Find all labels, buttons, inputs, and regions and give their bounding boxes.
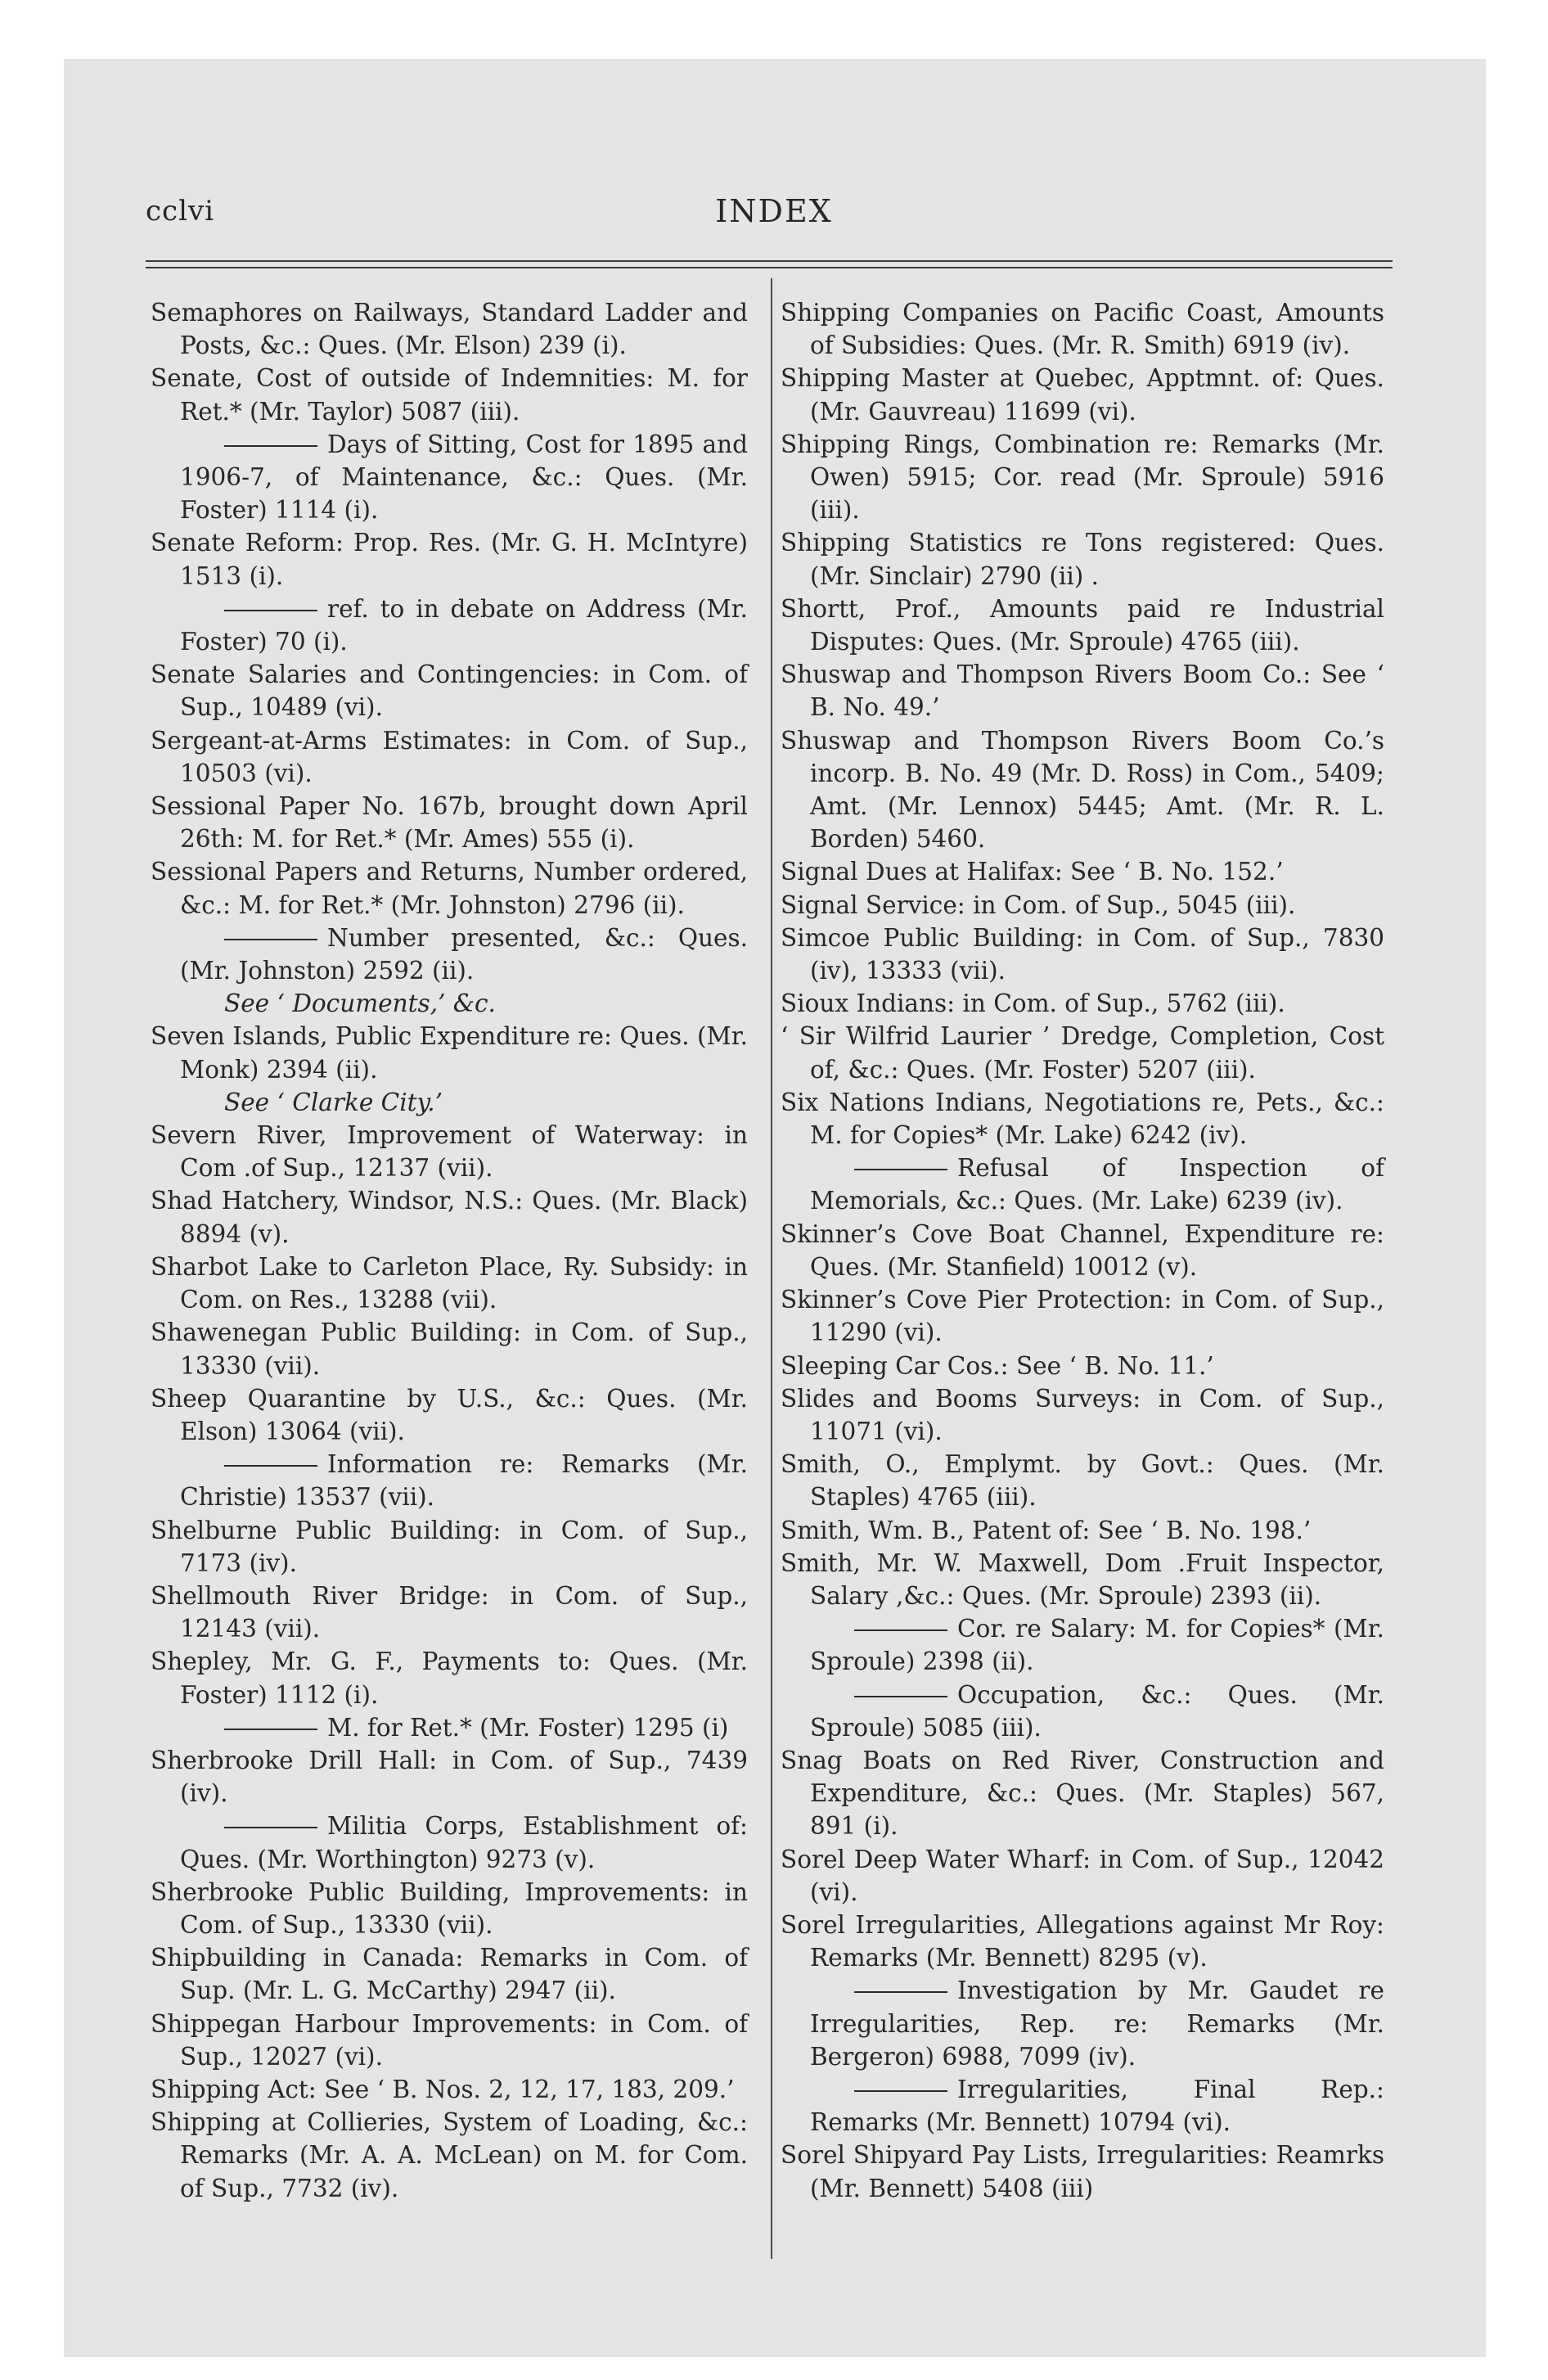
entry-text: Sleeping Car Cos.: See ‘ B. No. 11.’ (781, 1351, 1214, 1380)
column-divider (771, 278, 772, 2259)
entry-text: Shuswap and Thompson Rivers Boom Co.: See ‘ B. No. 49.’ (781, 660, 1384, 722)
index-entry (151, 296, 748, 362)
index-subentry (151, 593, 748, 658)
index-entry (781, 1448, 1384, 1513)
index-subentry (781, 1612, 1384, 1678)
entry-text: Skinner’s Cove Pier Protection: in Com. of Sup., 11290 (vi). (781, 1286, 1384, 1347)
index-entry (781, 362, 1384, 427)
index-entry (151, 658, 748, 723)
index-entry (151, 1382, 748, 1448)
index-subentry (151, 1448, 748, 1513)
entry-text: Occupation, &c.: Ques. (Mr. Sproule) 5085 (iii). (810, 1680, 1384, 1742)
index-entry (781, 1547, 1384, 1612)
entry-text: Information re: Remarks (Mr. Christie) 13537 (vii). (180, 1450, 748, 1512)
entry-text: Shellmouth River Bridge: in Com. of Sup., 12143 (vii). (151, 1581, 748, 1643)
entry-text: Sioux Indians: in Com. of Sup., 5762 (iii). (781, 989, 1285, 1018)
entry-text: Senate Reform: Prop. Res. (Mr. G. H. McIntyre) 1513 (i). (151, 529, 748, 590)
entry-text: Investigation by Mr. Gaudet re Irregularities, Rep. re: Remarks (Mr. Bergeron) 6988, 7099 (iv). (810, 1977, 1384, 2071)
index-entry (781, 1514, 1384, 1547)
entry-text: Sheep Quarantine by U.S., &c.: Ques. (Mr. Elson) 13064 (vii). (151, 1384, 748, 1445)
entry-text: Shipping Companies on Pacific Coast, Amounts of Subsidies: Ques. (Mr. R. Smith) 6919 (iv). (781, 299, 1384, 360)
index-subentry (781, 2073, 1384, 2139)
index-entry (781, 889, 1384, 922)
entry-text: Sorel Deep Water Wharf: in Com. of Sup., 12042 (vi). (781, 1845, 1384, 1906)
index-entry (781, 1909, 1384, 1974)
entry-text: Shipping Master at Quebec, Apptmnt. of: Ques. (Mr. Gauvreau) 11699 (vi). (781, 364, 1384, 426)
index-entry (781, 855, 1384, 888)
index-entry (781, 2139, 1384, 2204)
entry-text: Severn River, Improvement of Waterway: in Com .of Sup., 12137 (vii). (151, 1121, 748, 1183)
entry-text: Signal Service: in Com. of Sup., 5045 (iii). (781, 890, 1296, 919)
entry-text: Cor. re Salary: M. for Copies* (Mr. Sproule) 2398 (ii). (810, 1615, 1384, 1676)
entry-text: Simcoe Public Building: in Com. of Sup., 7830 (iv), 13333 (vii). (781, 923, 1384, 985)
index-entry (781, 1086, 1384, 1152)
entry-text: Shawenegan Public Building: in Com. of Sup., 13330 (vii). (151, 1318, 748, 1380)
entry-text: Shipping Act: See ‘ B. Nos. 2, 12, 17, 183, 209.’ (151, 2075, 735, 2103)
index-entry (151, 1744, 748, 1810)
index-subentry (781, 1974, 1384, 2073)
index-subentry (151, 428, 748, 527)
index-entry (781, 922, 1384, 987)
index-entry (151, 724, 748, 790)
index-entry (781, 296, 1384, 362)
entry-text: Semaphores on Railways, Standard Ladder and Posts, &c.: Ques. (Mr. Elson) 239 (i). (151, 299, 748, 360)
entry-text: Refusal of Inspection of Memorials, &c.: Ques. (Mr. Lake) 6239 (iv). (810, 1154, 1384, 1215)
index-entry (781, 526, 1384, 592)
ditto-dash (854, 1629, 947, 1631)
ditto-dash (224, 1729, 317, 1730)
index-entry (151, 362, 748, 427)
entry-text: Shortt, Prof., Amounts paid re Industrial Disputes: Ques. (Mr. Sproule) 4765 (iii). (781, 594, 1384, 656)
index-subentry (781, 1679, 1384, 1744)
index-entry (781, 658, 1384, 723)
index-see-reference (151, 987, 748, 1020)
header-rule-bottom (146, 267, 1393, 268)
index-entry (151, 1645, 748, 1711)
index-entry (151, 1876, 748, 1941)
entry-text: Militia Corps, Establishment of: Ques. (Mr. Worthington) 9273 (v). (180, 1812, 748, 1873)
index-entry (151, 1941, 748, 2007)
entry-text: Smith, Wm. B., Patent of: See ‘ B. No. 198.’ (781, 1516, 1312, 1544)
index-subentry (151, 1711, 748, 1744)
entry-text: Shipping at Collieries, System of Loading, &c.: Remarks (Mr. A. A. McLean) on M. for Com. of Sup., 7732 (iv). (151, 2108, 748, 2202)
entry-text: Skinner’s Cove Boat Channel, Expenditure re: Ques. (Mr. Stanfield) 10012 (v). (781, 1219, 1384, 1281)
index-entry (781, 593, 1384, 658)
index-entry (151, 1316, 748, 1382)
right-column (781, 296, 1384, 2205)
entry-text: Sergeant-at-Arms Estimates: in Com. of Sup., 10503 (vi). (151, 726, 748, 787)
entry-text: Shippegan Harbour Improvements: in Com. of Sup., 12027 (vi). (151, 2009, 748, 2071)
index-entry (781, 987, 1384, 1020)
index-entry (781, 1843, 1384, 1909)
entry-text: Signal Dues at Halifax: See ‘ B. No. 152.’ (781, 858, 1284, 886)
entry-text: Shipping Statistics re Tons registered: Ques. (Mr. Sinclair) 2790 (ii) . (781, 529, 1384, 590)
index-entry (781, 428, 1384, 527)
ditto-dash (224, 1827, 317, 1828)
page-title: INDEX (715, 193, 833, 229)
entry-text: Senate Salaries and Contingencies: in Com. of Sup., 10489 (vi). (151, 660, 748, 722)
ditto-dash (854, 1169, 947, 1170)
index-entry (781, 1382, 1384, 1448)
index-entry (151, 1119, 748, 1184)
page-number: cclvi (146, 195, 215, 228)
index-subentry (151, 1810, 748, 1875)
index-entry (151, 2008, 748, 2073)
index-entry (151, 1020, 748, 1085)
index-entry (151, 2106, 748, 2205)
ditto-dash (224, 939, 317, 940)
entry-text: Shelburne Public Building: in Com. of Sup., 7173 (iv). (151, 1516, 748, 1577)
entry-text: Smith, O., Emplymt. by Govt.: Ques. (Mr. Staples) 4765 (iii). (781, 1450, 1384, 1512)
entry-text: ref. to in debate on Address (Mr. Foster) 70 (i). (180, 594, 748, 656)
entry-text: Shepley, Mr. G. F., Payments to: Ques. (Mr. Foster) 1112 (i). (151, 1648, 748, 1709)
index-entry (151, 1580, 748, 1645)
index-entry (151, 1184, 748, 1250)
entry-text: Sherbrooke Drill Hall: in Com. of Sup., 7439 (iv). (151, 1746, 748, 1808)
entry-text: Slides and Booms Surveys: in Com. of Sup., 11071 (vi). (781, 1384, 1384, 1445)
entry-text: Senate, Cost of outside of Indemnities: M. for Ret.* (Mr. Taylor) 5087 (iii). (151, 364, 748, 426)
entry-text: Snag Boats on Red River, Construction and Expenditure, &c.: Ques. (Mr. Staples) 567, 891 (i). (781, 1746, 1384, 1841)
entry-text: Seven Islands, Public Expenditure re: Ques. (Mr. Monk) 2394 (ii). (151, 1022, 748, 1084)
ditto-dash (224, 1465, 317, 1467)
index-subentry (781, 1152, 1384, 1217)
index-entry (781, 1218, 1384, 1283)
index-entry (781, 724, 1384, 856)
entry-text: Sorel Irregularities, Allegations against Mr Roy: Remarks (Mr. Bennett) 8295 (v). (781, 1910, 1384, 1972)
entry-text: Shad Hatchery, Windsor, N.S.: Ques. (Mr. Black) 8894 (v). (151, 1187, 748, 1248)
entry-text: Number presented, &c.: Ques. (Mr. Johnston) 2592 (ii). (180, 923, 748, 985)
entry-text: Shuswap and Thompson Rivers Boom Co.’s incorp. B. No. 49 (Mr. D. Ross) in Com., 5409; Amt. (Mr. Lennox) 5445; Amt. (Mr. R. L. Borden) 5460. (781, 726, 1384, 854)
ditto-dash (224, 445, 317, 447)
entry-text: Irregularities, Final Rep.: Remarks (Mr. Bennett) 10794 (vi). (810, 2075, 1384, 2137)
entry-text: Sessional Papers and Returns, Number ordered, &c.: M. for Ret.* (Mr. Johnston) 2796 (ii). (151, 858, 748, 919)
entry-text: Sorel Shipyard Pay Lists, Irregularities: Reamrks (Mr. Bennett) 5408 (iii) (781, 2141, 1384, 2202)
ditto-dash (224, 610, 317, 611)
index-entry (781, 1350, 1384, 1382)
entry-text: Sherbrooke Public Building, Improvements: in Com. of Sup., 13330 (vii). (151, 1877, 748, 1939)
entry-text: Shipping Rings, Combination re: Remarks (Mr. Owen) 5915; Cor. read (Mr. Sproule) 5916 (iii). (781, 430, 1384, 525)
index-entry (151, 790, 748, 855)
ditto-dash (854, 1991, 947, 1993)
entry-text: ‘ Sir Wilfrid Laurier ’ Dredge, Completion, Cost of, &c.: Ques. (Mr. Foster) 5207 (iii). (781, 1022, 1384, 1084)
index-entry (781, 1020, 1384, 1085)
index-entry (151, 2073, 748, 2106)
entry-text: See ‘ Documents,’ &c. (224, 989, 496, 1018)
entry-text: M. for Ret.* (Mr. Foster) 1295 (i) (327, 1713, 729, 1742)
index-entry (781, 1283, 1384, 1349)
index-see-reference (151, 1086, 748, 1119)
index-entry (151, 526, 748, 592)
entry-text: Sharbot Lake to Carleton Place, Ry. Subsidy: in Com. on Res., 13288 (vii). (151, 1252, 748, 1314)
index-entry (151, 855, 748, 921)
ditto-dash (854, 2090, 947, 2092)
entry-text: Six Nations Indians, Negotiations re, Pets., &c.: M. for Copies* (Mr. Lake) 6242 (iv). (781, 1088, 1384, 1150)
entry-text: Shipbuilding in Canada: Remarks in Com. of Sup. (Mr. L. G. McCarthy) 2947 (ii). (151, 1944, 748, 2005)
index-entry (151, 1251, 748, 1316)
left-column (151, 296, 748, 2205)
index-subentry (151, 922, 748, 987)
ditto-dash (854, 1696, 947, 1697)
index-entry (151, 1514, 748, 1580)
entry-text: Smith, Mr. W. Maxwell, Dom .Fruit Inspector, Salary ,&c.: Ques. (Mr. Sproule) 2393 (ii). (781, 1548, 1384, 1610)
header-rule-top (146, 260, 1393, 262)
index-entry (781, 1744, 1384, 1843)
entry-text: See ‘ Clarke City.’ (224, 1088, 443, 1116)
entry-text: Sessional Paper No. 167b, brought down April 26th: M. for Ret.* (Mr. Ames) 555 (i). (151, 792, 748, 854)
entry-text: Days of Sitting, Cost for 1895 and 1906-7, of Maintenance, &c.: Ques. (Mr. Foster) 1114 (i). (180, 430, 748, 525)
